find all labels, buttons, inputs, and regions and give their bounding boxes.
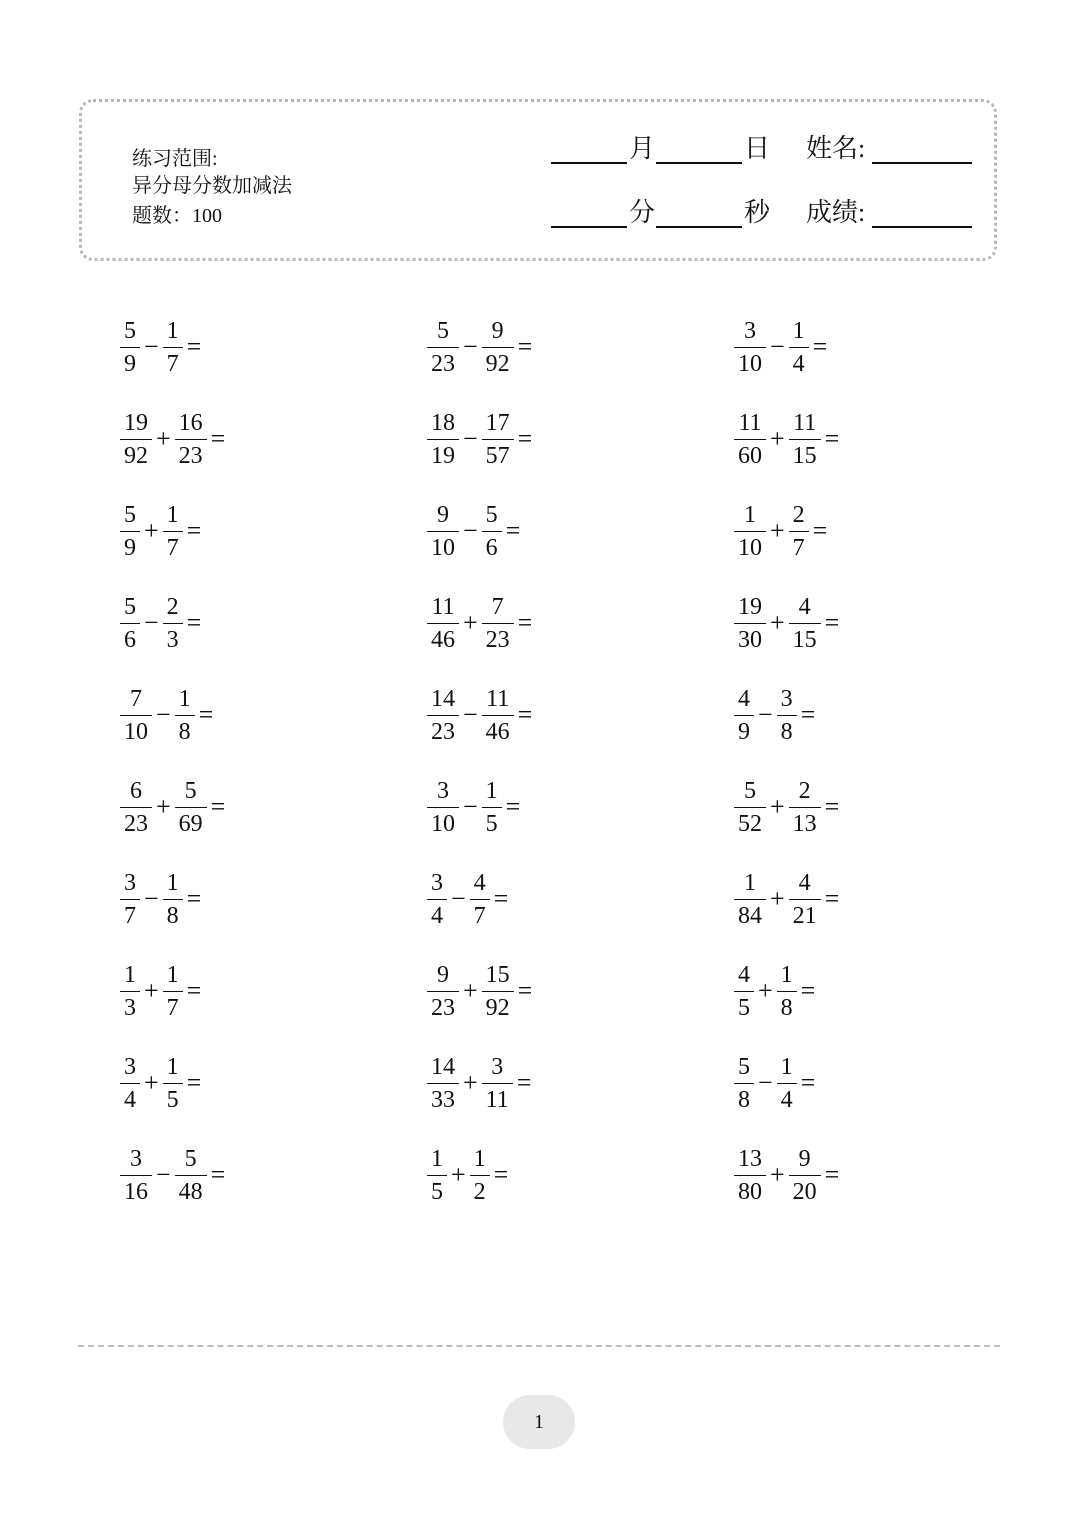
problem-item <box>429 1053 531 1113</box>
fraction <box>429 1145 445 1206</box>
fraction <box>779 685 795 746</box>
fraction <box>736 777 764 838</box>
denominator: 5 <box>482 807 502 838</box>
fraction <box>736 869 764 930</box>
operator: + <box>144 976 159 1005</box>
numerator: 11 <box>486 685 510 712</box>
denominator: 11 <box>482 1083 513 1114</box>
numerator: 3 <box>744 317 756 344</box>
numerator: 2 <box>792 501 805 528</box>
fraction <box>122 777 150 838</box>
denominator: 21 <box>789 899 821 930</box>
denominator: 69 <box>175 807 207 838</box>
problem-item <box>736 1053 815 1113</box>
operator: − <box>463 792 478 821</box>
operator: − <box>463 700 478 729</box>
fraction <box>177 1145 205 1206</box>
problem-item <box>122 685 213 745</box>
problem-item <box>122 501 201 561</box>
operator: − <box>156 1160 171 1189</box>
fraction <box>165 317 181 378</box>
denominator: 80 <box>734 1175 766 1206</box>
numerator: 3 <box>491 1053 504 1080</box>
operator: + <box>156 792 171 821</box>
denominator: 84 <box>734 899 766 930</box>
denominator: 8 <box>175 715 195 746</box>
numerator: 7 <box>130 685 142 712</box>
fraction <box>165 593 181 654</box>
equals-sign: = <box>210 1160 226 1189</box>
denominator: 23 <box>427 715 459 746</box>
denominator: 7 <box>789 531 809 562</box>
problem-item <box>429 961 532 1021</box>
denominator: 13 <box>789 807 821 838</box>
fraction <box>736 593 764 654</box>
numerator: 3 <box>130 1145 142 1172</box>
numerator: 1 <box>124 961 136 988</box>
problem-item <box>122 1145 225 1205</box>
numerator: 4 <box>738 685 750 712</box>
equals-sign: = <box>517 700 533 729</box>
equals-sign: = <box>198 700 214 729</box>
equals-sign: = <box>824 792 840 821</box>
operator: − <box>463 516 478 545</box>
numerator: 17 <box>485 409 510 436</box>
operator: + <box>463 608 478 637</box>
problem-item <box>736 1145 839 1205</box>
fraction <box>429 777 457 838</box>
numerator: 4 <box>738 961 750 988</box>
problem-item <box>429 1145 508 1205</box>
footer-divider <box>78 1345 1000 1347</box>
operator: − <box>144 608 159 637</box>
fraction <box>736 317 764 378</box>
fraction <box>429 593 457 654</box>
fraction <box>429 409 457 470</box>
denominator: 7 <box>163 991 183 1022</box>
denominator: 3 <box>120 991 140 1022</box>
denominator: 30 <box>734 623 766 654</box>
equals-sign: = <box>800 700 816 729</box>
fraction <box>791 869 819 930</box>
problem-item <box>429 593 532 653</box>
numerator: 1 <box>780 1053 793 1080</box>
problem-item <box>429 409 532 469</box>
equals-sign: = <box>505 792 521 821</box>
operator: + <box>156 424 171 453</box>
numerator: 15 <box>485 961 510 988</box>
denominator: 48 <box>175 1175 207 1206</box>
fraction <box>429 685 457 746</box>
fraction <box>165 869 181 930</box>
problem-item <box>122 869 201 929</box>
problem-item <box>122 593 201 653</box>
equals-sign: = <box>186 608 202 637</box>
denominator: 4 <box>777 1083 797 1114</box>
equals-sign: = <box>505 516 521 545</box>
numerator: 1 <box>792 317 805 344</box>
denominator: 23 <box>175 439 207 470</box>
fraction <box>791 593 819 654</box>
fraction <box>122 869 138 930</box>
operator: + <box>451 1160 466 1189</box>
numerator: 2 <box>798 777 811 804</box>
denominator: 10 <box>427 807 459 838</box>
equals-sign: = <box>800 1068 816 1097</box>
equals-sign: = <box>493 884 509 913</box>
denominator: 7 <box>163 531 183 562</box>
problem-item <box>736 501 827 561</box>
denominator: 10 <box>427 531 459 562</box>
denominator: 10 <box>120 715 152 746</box>
problem-item <box>736 317 827 377</box>
denominator: 92 <box>120 439 152 470</box>
problem-item <box>736 593 839 653</box>
numerator: 5 <box>124 317 136 344</box>
denominator: 16 <box>120 1175 152 1206</box>
fraction <box>484 777 500 838</box>
denominator: 8 <box>163 899 183 930</box>
numerator: 9 <box>798 1145 811 1172</box>
denominator: 46 <box>427 623 459 654</box>
problem-item <box>736 409 839 469</box>
denominator: 92 <box>482 991 514 1022</box>
score-label: 成绩: <box>806 198 866 227</box>
fraction <box>484 501 500 562</box>
denominator: 52 <box>734 807 766 838</box>
numerator: 5 <box>124 593 136 620</box>
numerator: 1 <box>166 961 179 988</box>
denominator: 15 <box>789 439 821 470</box>
operator: − <box>770 332 785 361</box>
denominator: 9 <box>734 715 754 746</box>
fraction <box>165 961 181 1022</box>
problem-item <box>122 1053 201 1113</box>
operator: + <box>144 1068 159 1097</box>
numerator: 14 <box>431 685 455 712</box>
numerator: 1 <box>744 869 756 896</box>
fraction <box>165 501 181 562</box>
equals-sign: = <box>800 976 816 1005</box>
operator: + <box>770 792 785 821</box>
numerator: 11 <box>738 409 762 436</box>
problem-item <box>429 501 520 561</box>
operator: + <box>770 516 785 545</box>
equals-sign: = <box>210 792 226 821</box>
equals-sign: = <box>824 608 840 637</box>
fraction <box>472 1145 488 1206</box>
equals-sign: = <box>517 976 533 1005</box>
problem-item <box>429 317 532 377</box>
denominator: 8 <box>734 1083 754 1114</box>
numerator: 3 <box>124 869 136 896</box>
equals-sign: = <box>517 608 533 637</box>
numerator: 1 <box>166 317 179 344</box>
page-number: 1 <box>503 1395 575 1449</box>
denominator: 7 <box>120 899 140 930</box>
numerator: 4 <box>473 869 486 896</box>
denominator: 23 <box>427 991 459 1022</box>
denominator: 9 <box>120 531 140 562</box>
denominator: 7 <box>163 347 183 378</box>
denominator: 23 <box>120 807 152 838</box>
operator: − <box>144 884 159 913</box>
name-label: 姓名: <box>806 134 866 163</box>
denominator: 4 <box>427 899 447 930</box>
equals-sign: = <box>210 424 226 453</box>
name-blank[interactable] <box>872 162 972 164</box>
fraction <box>736 961 752 1022</box>
numerator: 2 <box>166 593 179 620</box>
operator: − <box>758 1068 773 1097</box>
equals-sign: = <box>186 976 202 1005</box>
denominator: 5 <box>163 1083 183 1114</box>
day-label: 日 <box>744 134 771 163</box>
fraction <box>122 1053 138 1114</box>
denominator: 8 <box>777 991 797 1022</box>
problem-item <box>429 685 532 745</box>
numerator: 1 <box>166 501 179 528</box>
numerator: 9 <box>437 501 449 528</box>
operator: + <box>770 608 785 637</box>
equals-sign: = <box>517 332 533 361</box>
problem-item <box>736 961 815 1021</box>
numerator: 1 <box>485 777 498 804</box>
month-blank[interactable] <box>551 162 627 164</box>
problem-item <box>736 685 815 745</box>
denominator: 92 <box>482 347 514 378</box>
problem-item <box>122 961 201 1021</box>
fraction <box>165 1053 181 1114</box>
fraction <box>736 409 764 470</box>
second-blank[interactable] <box>656 226 742 228</box>
range-value: 异分母分数加减法 <box>132 175 292 197</box>
denominator: 7 <box>470 899 490 930</box>
numerator: 16 <box>178 409 203 436</box>
numerator: 11 <box>431 593 455 620</box>
denominator: 23 <box>482 623 514 654</box>
denominator: 5 <box>427 1175 447 1206</box>
numerator: 1 <box>166 869 179 896</box>
problem-item <box>122 777 225 837</box>
fraction <box>429 869 445 930</box>
fraction <box>177 777 205 838</box>
equals-sign: = <box>824 424 840 453</box>
numerator: 1 <box>166 1053 179 1080</box>
numerator: 1 <box>744 501 756 528</box>
numerator: 4 <box>798 869 811 896</box>
operator: − <box>463 424 478 453</box>
numerator: 3 <box>124 1053 136 1080</box>
denominator: 10 <box>734 347 766 378</box>
fraction <box>791 317 807 378</box>
fraction <box>779 961 795 1022</box>
fraction <box>472 869 488 930</box>
numerator: 9 <box>437 961 449 988</box>
numerator: 3 <box>431 869 443 896</box>
fraction <box>122 501 138 562</box>
fraction <box>484 961 512 1022</box>
numerator: 7 <box>491 593 504 620</box>
operator: − <box>758 700 773 729</box>
numerator: 5 <box>744 777 756 804</box>
fraction <box>791 1145 819 1206</box>
denominator: 5 <box>734 991 754 1022</box>
numerator: 19 <box>738 593 762 620</box>
equals-sign: = <box>186 332 202 361</box>
numerator: 1 <box>780 961 793 988</box>
denominator: 8 <box>777 715 797 746</box>
fraction <box>177 409 205 470</box>
denominator: 23 <box>427 347 459 378</box>
operator: − <box>144 332 159 361</box>
fraction <box>122 409 150 470</box>
numerator: 1 <box>178 685 191 712</box>
numerator: 14 <box>431 1053 455 1080</box>
numerator: 5 <box>738 1053 750 1080</box>
denominator: 6 <box>482 531 502 562</box>
numerator: 5 <box>184 777 197 804</box>
denominator: 6 <box>120 623 140 654</box>
fraction <box>484 593 512 654</box>
denominator: 9 <box>120 347 140 378</box>
equals-sign: = <box>186 1068 202 1097</box>
fraction <box>122 1145 150 1206</box>
fraction <box>429 501 457 562</box>
numerator: 19 <box>124 409 148 436</box>
fraction <box>791 409 819 470</box>
fraction <box>484 317 512 378</box>
second-label: 秒 <box>744 198 771 227</box>
equals-sign: = <box>824 1160 840 1189</box>
numerator: 6 <box>130 777 142 804</box>
fraction <box>429 317 457 378</box>
minute-blank[interactable] <box>551 226 627 228</box>
fraction <box>791 501 807 562</box>
numerator: 18 <box>431 409 455 436</box>
fraction <box>429 1053 457 1114</box>
fraction <box>484 1053 511 1114</box>
denominator: 10 <box>734 531 766 562</box>
equals-sign: = <box>186 516 202 545</box>
numerator: 3 <box>780 685 793 712</box>
numerator: 5 <box>124 501 136 528</box>
score-blank[interactable] <box>872 226 972 228</box>
range-label: 练习范围: <box>132 148 218 170</box>
operator: + <box>463 976 478 1005</box>
numerator: 5 <box>184 1145 197 1172</box>
fraction <box>736 1053 752 1114</box>
numerator: 4 <box>798 593 811 620</box>
minute-label: 分 <box>629 198 656 227</box>
problem-item <box>429 777 520 837</box>
denominator: 19 <box>427 439 459 470</box>
month-label: 月 <box>629 134 656 163</box>
denominator: 4 <box>789 347 809 378</box>
equals-sign: = <box>516 1068 532 1097</box>
problem-item <box>122 409 225 469</box>
question-count: 题数：100 <box>132 205 222 227</box>
operator: + <box>144 516 159 545</box>
problem-item <box>122 317 201 377</box>
operator: + <box>770 1160 785 1189</box>
fraction <box>122 317 138 378</box>
numerator: 9 <box>491 317 504 344</box>
numerator: 3 <box>437 777 449 804</box>
problem-item <box>429 869 508 929</box>
fraction <box>484 409 512 470</box>
fraction <box>122 961 138 1022</box>
equals-sign: = <box>812 332 828 361</box>
fraction <box>736 1145 764 1206</box>
denominator: 46 <box>482 715 514 746</box>
fraction <box>122 593 138 654</box>
operator: − <box>451 884 466 913</box>
equals-sign: = <box>186 884 202 913</box>
fraction <box>484 685 512 746</box>
fraction <box>429 961 457 1022</box>
equals-sign: = <box>824 884 840 913</box>
fraction <box>177 685 193 746</box>
operator: − <box>156 700 171 729</box>
denominator: 60 <box>734 439 766 470</box>
equals-sign: = <box>812 516 828 545</box>
problem-item <box>736 777 839 837</box>
denominator: 2 <box>470 1175 490 1206</box>
equals-sign: = <box>493 1160 509 1189</box>
numerator: 13 <box>738 1145 762 1172</box>
numerator: 1 <box>431 1145 443 1172</box>
denominator: 4 <box>120 1083 140 1114</box>
denominator: 57 <box>482 439 514 470</box>
denominator: 33 <box>427 1083 459 1114</box>
numerator: 1 <box>473 1145 486 1172</box>
operator: + <box>770 884 785 913</box>
problem-item <box>736 869 839 929</box>
operator: + <box>463 1068 478 1097</box>
fraction <box>791 777 819 838</box>
fraction <box>779 1053 795 1114</box>
fraction <box>736 685 752 746</box>
operator: + <box>770 424 785 453</box>
denominator: 20 <box>789 1175 821 1206</box>
fraction <box>122 685 150 746</box>
operator: − <box>463 332 478 361</box>
equals-sign: = <box>517 424 533 453</box>
numerator: 5 <box>485 501 498 528</box>
denominator: 3 <box>163 623 183 654</box>
denominator: 15 <box>789 623 821 654</box>
numerator: 5 <box>437 317 449 344</box>
operator: + <box>758 976 773 1005</box>
day-blank[interactable] <box>656 162 742 164</box>
numerator: 11 <box>793 409 817 436</box>
fraction <box>736 501 764 562</box>
